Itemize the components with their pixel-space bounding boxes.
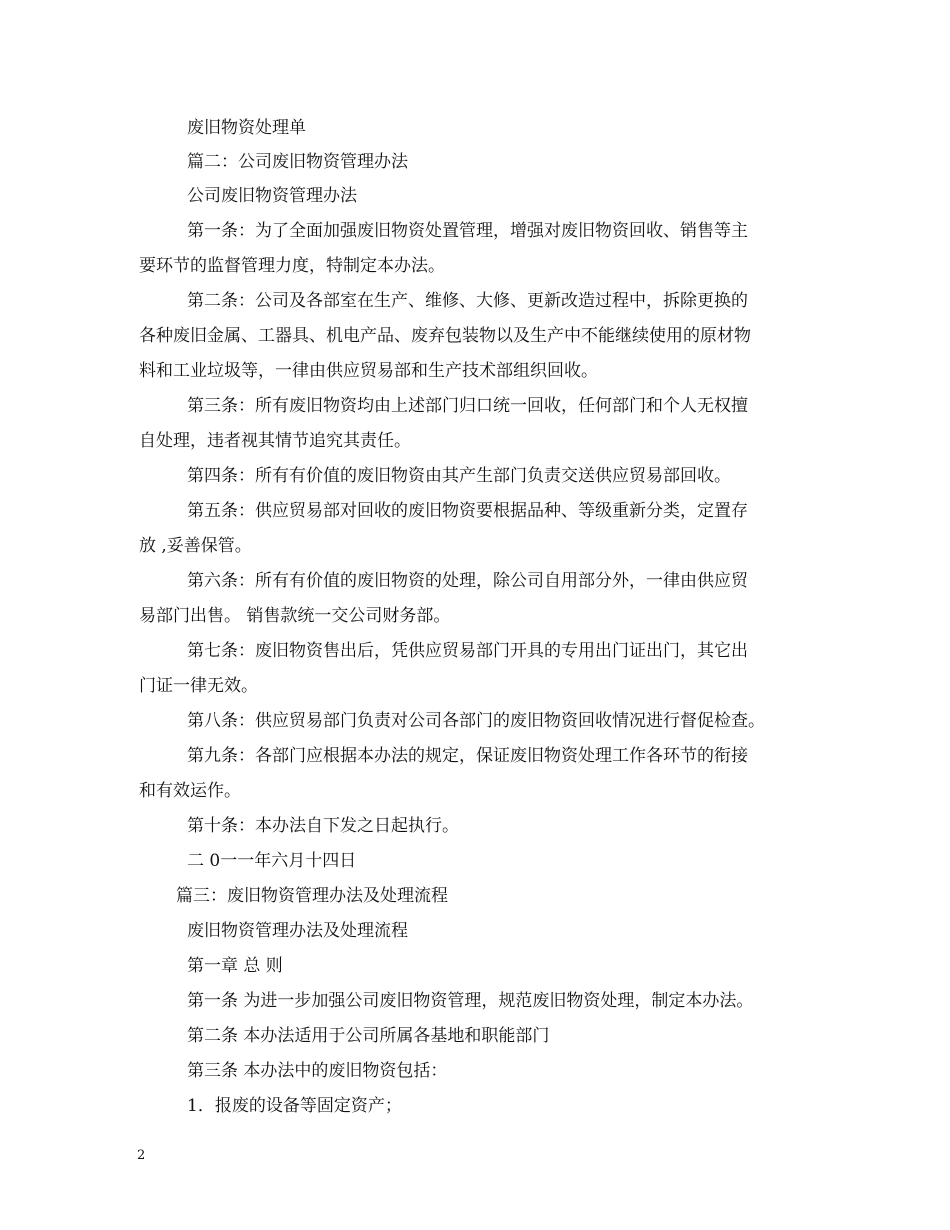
text-line: 第三条：所有废旧物资均由上述部门归口统一回收，任何部门和个人无权擅 <box>187 396 748 416</box>
text-line: 料和工业垃圾等，一律由供应贸易部和生产技术部组织回收。 <box>139 361 598 381</box>
text-line: 第二条：公司及各部室在生产、维修、大修、更新改造过程中，拆除更换的 <box>187 291 748 311</box>
text-line: 废旧物资处理单 <box>187 118 306 138</box>
page-number: 2 <box>137 1148 146 1163</box>
text-line: 第九条：各部门应根据本办法的规定，保证废旧物资处理工作各环节的衔接 <box>187 746 748 766</box>
text-line: 和有效运作。 <box>139 781 241 801</box>
text-line: 第二条 本办法适用于公司所属各基地和职能部门 <box>187 1026 550 1046</box>
text-line: 篇三：废旧物资管理办法及处理流程 <box>176 886 448 906</box>
text-line: 要环节的监督管理力度，特制定本办法。 <box>139 256 445 276</box>
text-line: 第八条：供应贸易部门负责对公司各部门的废旧物资回收情况进行督促检查。 <box>187 711 765 731</box>
text-line: 废旧物资管理办法及处理流程 <box>187 921 408 941</box>
text-line: 二 0一一年六月十四日 <box>187 851 357 871</box>
text-line: 自处理，违者视其情节追究其责任。 <box>139 431 411 451</box>
text-line: 第一条：为了全面加强废旧物资处置管理，增强对废旧物资回收、销售等主 <box>187 221 748 241</box>
text-line: 易部门出售。 销售款统一交公司财务部。 <box>139 606 451 626</box>
text-line: 第一条 为进一步加强公司废旧物资管理，规范废旧物资处理，制定本办法。 <box>187 991 754 1011</box>
text-line: 第三条 本办法中的废旧物资包括： <box>187 1061 448 1081</box>
text-line: 门证一律无效。 <box>139 676 258 696</box>
text-line: 放 ,妥善保管。 <box>139 536 252 556</box>
text-line: 公司废旧物资管理办法 <box>187 186 357 206</box>
text-line: 篇二：公司废旧物资管理办法 <box>187 152 408 172</box>
text-line: 第七条：废旧物资售出后，凭供应贸易部门开具的专用出门证出门，其它出 <box>187 641 748 661</box>
text-line: 第四条：所有有价值的废旧物资由其产生部门负责交送供应贸易部回收。 <box>187 466 731 486</box>
text-line: 第五条：供应贸易部对回收的废旧物资要根据品种、等级重新分类，定置存 <box>187 501 748 521</box>
text-line: 第一章 总 则 <box>187 956 283 976</box>
text-line: 第十条：本办法自下发之日起执行。 <box>187 816 459 836</box>
text-line: 1．报废的设备等固定资产； <box>187 1096 402 1116</box>
text-line: 各种废旧金属、工器具、机电产品、废弃包装物以及生产中不能继续使用的原材物 <box>139 326 751 346</box>
text-line: 第六条：所有有价值的废旧物资的处理，除公司自用部分外，一律由供应贸 <box>187 571 748 591</box>
